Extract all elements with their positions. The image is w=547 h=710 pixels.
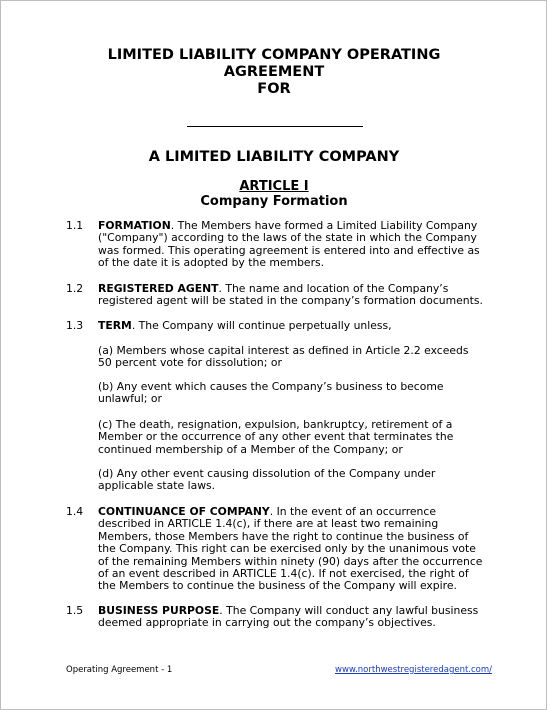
- section-number: 1.2: [66, 282, 84, 295]
- section-heading: BUSINESS PURPOSE: [98, 604, 220, 617]
- title-line-1: LIMITED LIABILITY COMPANY OPERATING: [107, 47, 441, 63]
- section-body: . The Company will continue perpetually unless,: [131, 319, 392, 332]
- footer-page-label: Operating Agreement - 1: [66, 665, 173, 675]
- term-item-c: (c) The death, resignation, expulsion, bankruptcy, retirement of a Member or the occurrence of any other event that terminates the continued membership of a Member of the Company; or: [98, 418, 454, 456]
- section-heading: REGISTERED AGENT: [98, 282, 219, 295]
- term-item-d: (d) Any other event causing dissolution of the Company under applicable state laws.: [98, 467, 436, 493]
- section-number: 1.1: [66, 219, 84, 232]
- article-heading: [61, 179, 487, 209]
- title-line-2: AGREEMENT: [223, 64, 325, 80]
- section-body: . The Company will conduct any lawful business deemed appropriate in carrying out the company’s objectives.: [98, 604, 479, 630]
- section-number: 1.4: [66, 505, 84, 518]
- section-heading: TERM: [98, 319, 132, 332]
- article-number: ARTICLE I: [239, 179, 309, 194]
- section-number: 1.3: [66, 319, 84, 332]
- section-body: . In the event of an occurrence described in ARTICLE 1.4(c), if there are at least two remaining Members, those Members have the right to continue the business of the Company. This right can be exercised only by the unanimous vote of the remaining Members within ninety (90) days after the occurrence of an event described in ARTICLE 1.4(c). If not exercised, the right of the Members to continue the business of the Company will expire.: [98, 505, 483, 593]
- document-title: [61, 47, 487, 98]
- company-name-blank-line: [187, 126, 363, 127]
- company-name-heading: A LIMITED LIABILITY COMPANY: [148, 149, 400, 165]
- footer-website-link[interactable]: www.northwestregisteredagent.com/: [335, 665, 493, 675]
- term-item-b: (b) Any event which causes the Company’s business to become unlawful; or: [98, 380, 444, 406]
- section-body: . The name and location of the Company’s registered agent will be stated in the company’s formation documents.: [98, 282, 483, 308]
- title-line-3: FOR: [257, 81, 291, 97]
- article-title: Company Formation: [200, 194, 348, 209]
- section-heading: FORMATION: [98, 219, 171, 232]
- section-body: . The Members have formed a Limited Liability Company ("Company") according to the laws of the state in which the Company was formed. This operating agreement is entered into and effective as of the date it is adopted by the members.: [98, 219, 480, 270]
- section-heading: CONTINUANCE OF COMPANY: [98, 505, 270, 518]
- section-number: 1.5: [66, 604, 84, 617]
- term-item-a: (a) Members whose capital interest as defined in Article 2.2 exceeds 50 percent vote for dissolution; or: [98, 344, 469, 370]
